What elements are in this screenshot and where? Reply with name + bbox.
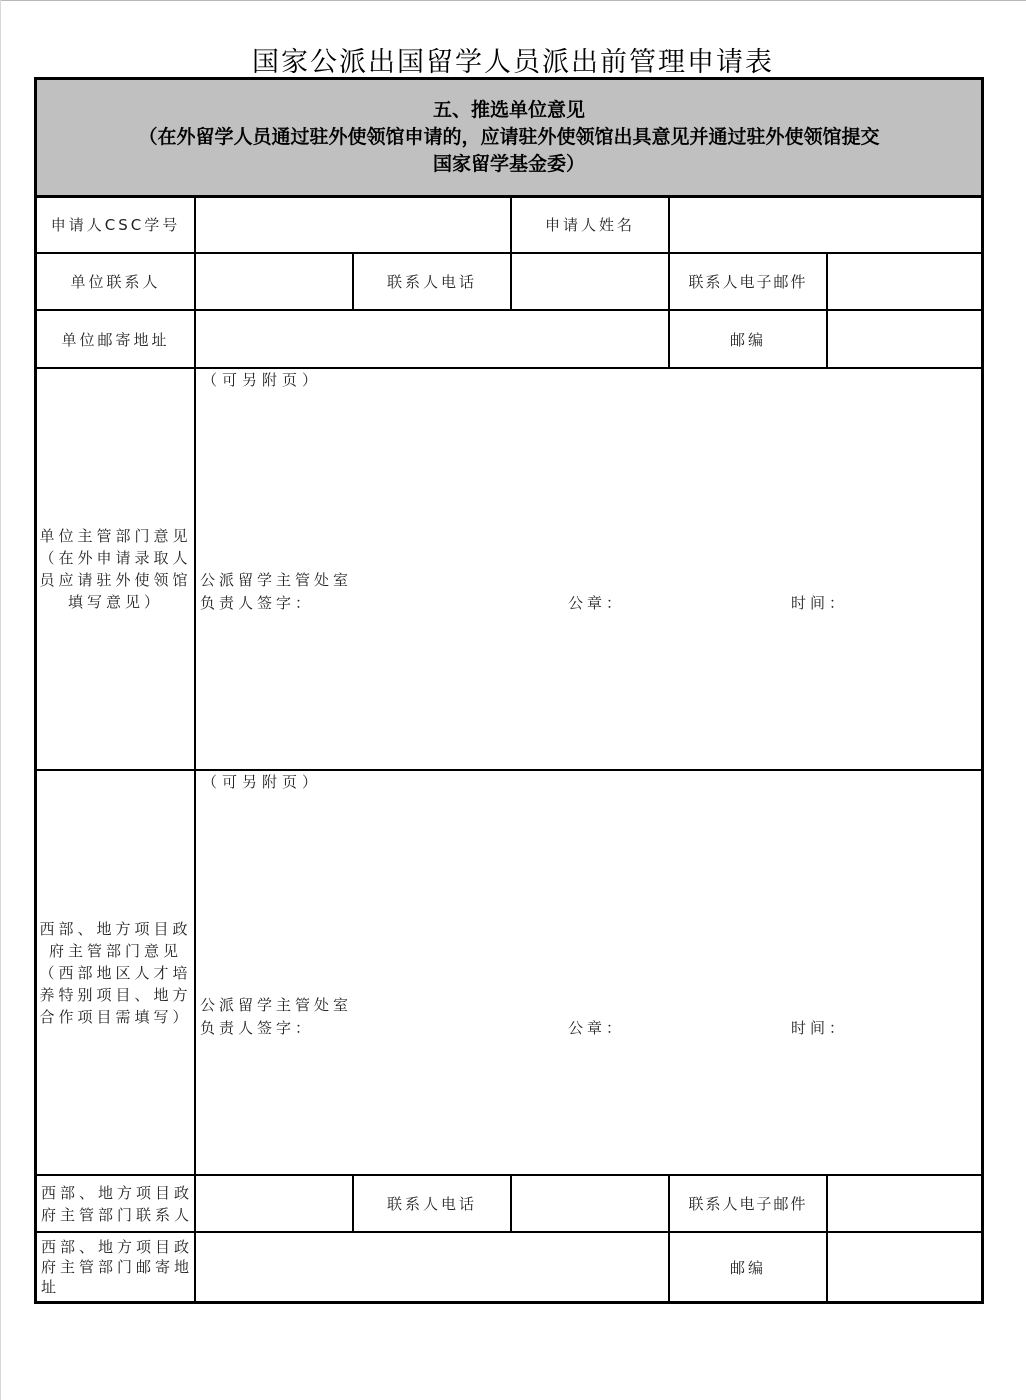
gov-contact-label-line: 府主管部门联系人	[41, 1205, 194, 1224]
signer-label: 负责人签字：	[200, 1019, 315, 1037]
csc-id-field[interactable]	[196, 197, 512, 254]
gov-opinion-field[interactable]	[196, 771, 981, 1176]
gov-contact-field[interactable]	[196, 1176, 354, 1233]
time-label: 时间：	[791, 1019, 849, 1037]
time-label: 时间：	[791, 594, 849, 612]
dept-opinion-label	[37, 369, 196, 771]
gov-address-label-line: 府主管部门邮寄地	[41, 1258, 194, 1276]
gov-address-label	[37, 1233, 196, 1301]
signer-title: 公派留学主管处室	[200, 571, 353, 589]
dept-opinion-label-line: （在外申请录取人	[39, 549, 192, 567]
gov-address-label-line: 西部、地方项目政	[41, 1238, 194, 1256]
page-edge	[0, 0, 1, 1400]
contact-email-label: 联系人电子邮件	[670, 254, 828, 311]
dept-opinion-label-line: 员应请驻外使领馆	[39, 571, 192, 589]
attach-note: （可另附页）	[202, 773, 323, 791]
dept-opinion-label-line: 填写意见）	[67, 593, 163, 611]
gov-contact-label-line: 西部、地方项目政	[41, 1183, 194, 1202]
csc-id-label: 申请人CSC学号	[37, 197, 196, 254]
dept-opinion-field[interactable]	[196, 369, 981, 771]
gov-opinion-label-line: 养特别项目、地方	[39, 985, 192, 1004]
gov-address-label-line: 址	[41, 1278, 61, 1296]
gov-opinion-label-line: 府主管部门意见	[48, 941, 182, 960]
gov-opinion-label-line: 合作项目需填写）	[39, 1007, 192, 1026]
contact-email-field[interactable]	[828, 254, 981, 311]
page-edge	[0, 0, 1026, 1]
unit-contact-label: 单位联系人	[37, 254, 196, 311]
applicant-name-label: 申请人姓名	[512, 197, 670, 254]
document-title: 国家公派出国留学人员派出前管理申请表	[252, 47, 774, 78]
gov-contact-phone-label: 联系人电话	[354, 1176, 512, 1233]
gov-opinion-label	[37, 771, 196, 1176]
unit-address-field[interactable]	[196, 311, 670, 369]
section-subheading-line2: 国家留学基金委）	[432, 153, 585, 175]
postcode-field[interactable]	[828, 311, 981, 369]
signer-label: 负责人签字：	[200, 594, 315, 612]
dept-opinion-label-line: 单位主管部门意见	[39, 527, 192, 545]
section-heading: 五、推选单位意见	[432, 99, 585, 121]
unit-address-label: 单位邮寄地址	[37, 311, 196, 369]
unit-contact-field[interactable]	[196, 254, 354, 311]
postcode-label: 邮编	[670, 311, 828, 369]
contact-phone-label: 联系人电话	[354, 254, 512, 311]
gov-contact-label	[37, 1176, 196, 1233]
seal-label: 公章：	[568, 1019, 626, 1037]
applicant-name-field[interactable]	[670, 197, 981, 254]
contact-phone-field[interactable]	[512, 254, 670, 311]
gov-postcode-field[interactable]	[828, 1233, 981, 1301]
gov-address-field[interactable]	[196, 1233, 670, 1301]
signer-title: 公派留学主管处室	[200, 996, 353, 1014]
gov-contact-email-field[interactable]	[828, 1176, 981, 1233]
seal-label: 公章：	[568, 594, 626, 612]
application-form	[34, 77, 984, 1304]
gov-postcode-label: 邮编	[670, 1233, 828, 1301]
gov-opinion-label-line: （西部地区人才培	[39, 963, 192, 982]
gov-contact-email-label: 联系人电子邮件	[670, 1176, 828, 1233]
gov-opinion-label-line: 西部、地方项目政	[39, 919, 192, 938]
section-subheading-line1: （在外留学人员通过驻外使领馆申请的，应请驻外使领馆出具意见并通过驻外使领馆提交	[138, 126, 880, 148]
attach-note: （可另附页）	[202, 371, 323, 389]
gov-contact-phone-field[interactable]	[512, 1176, 670, 1233]
section-header	[37, 80, 981, 198]
